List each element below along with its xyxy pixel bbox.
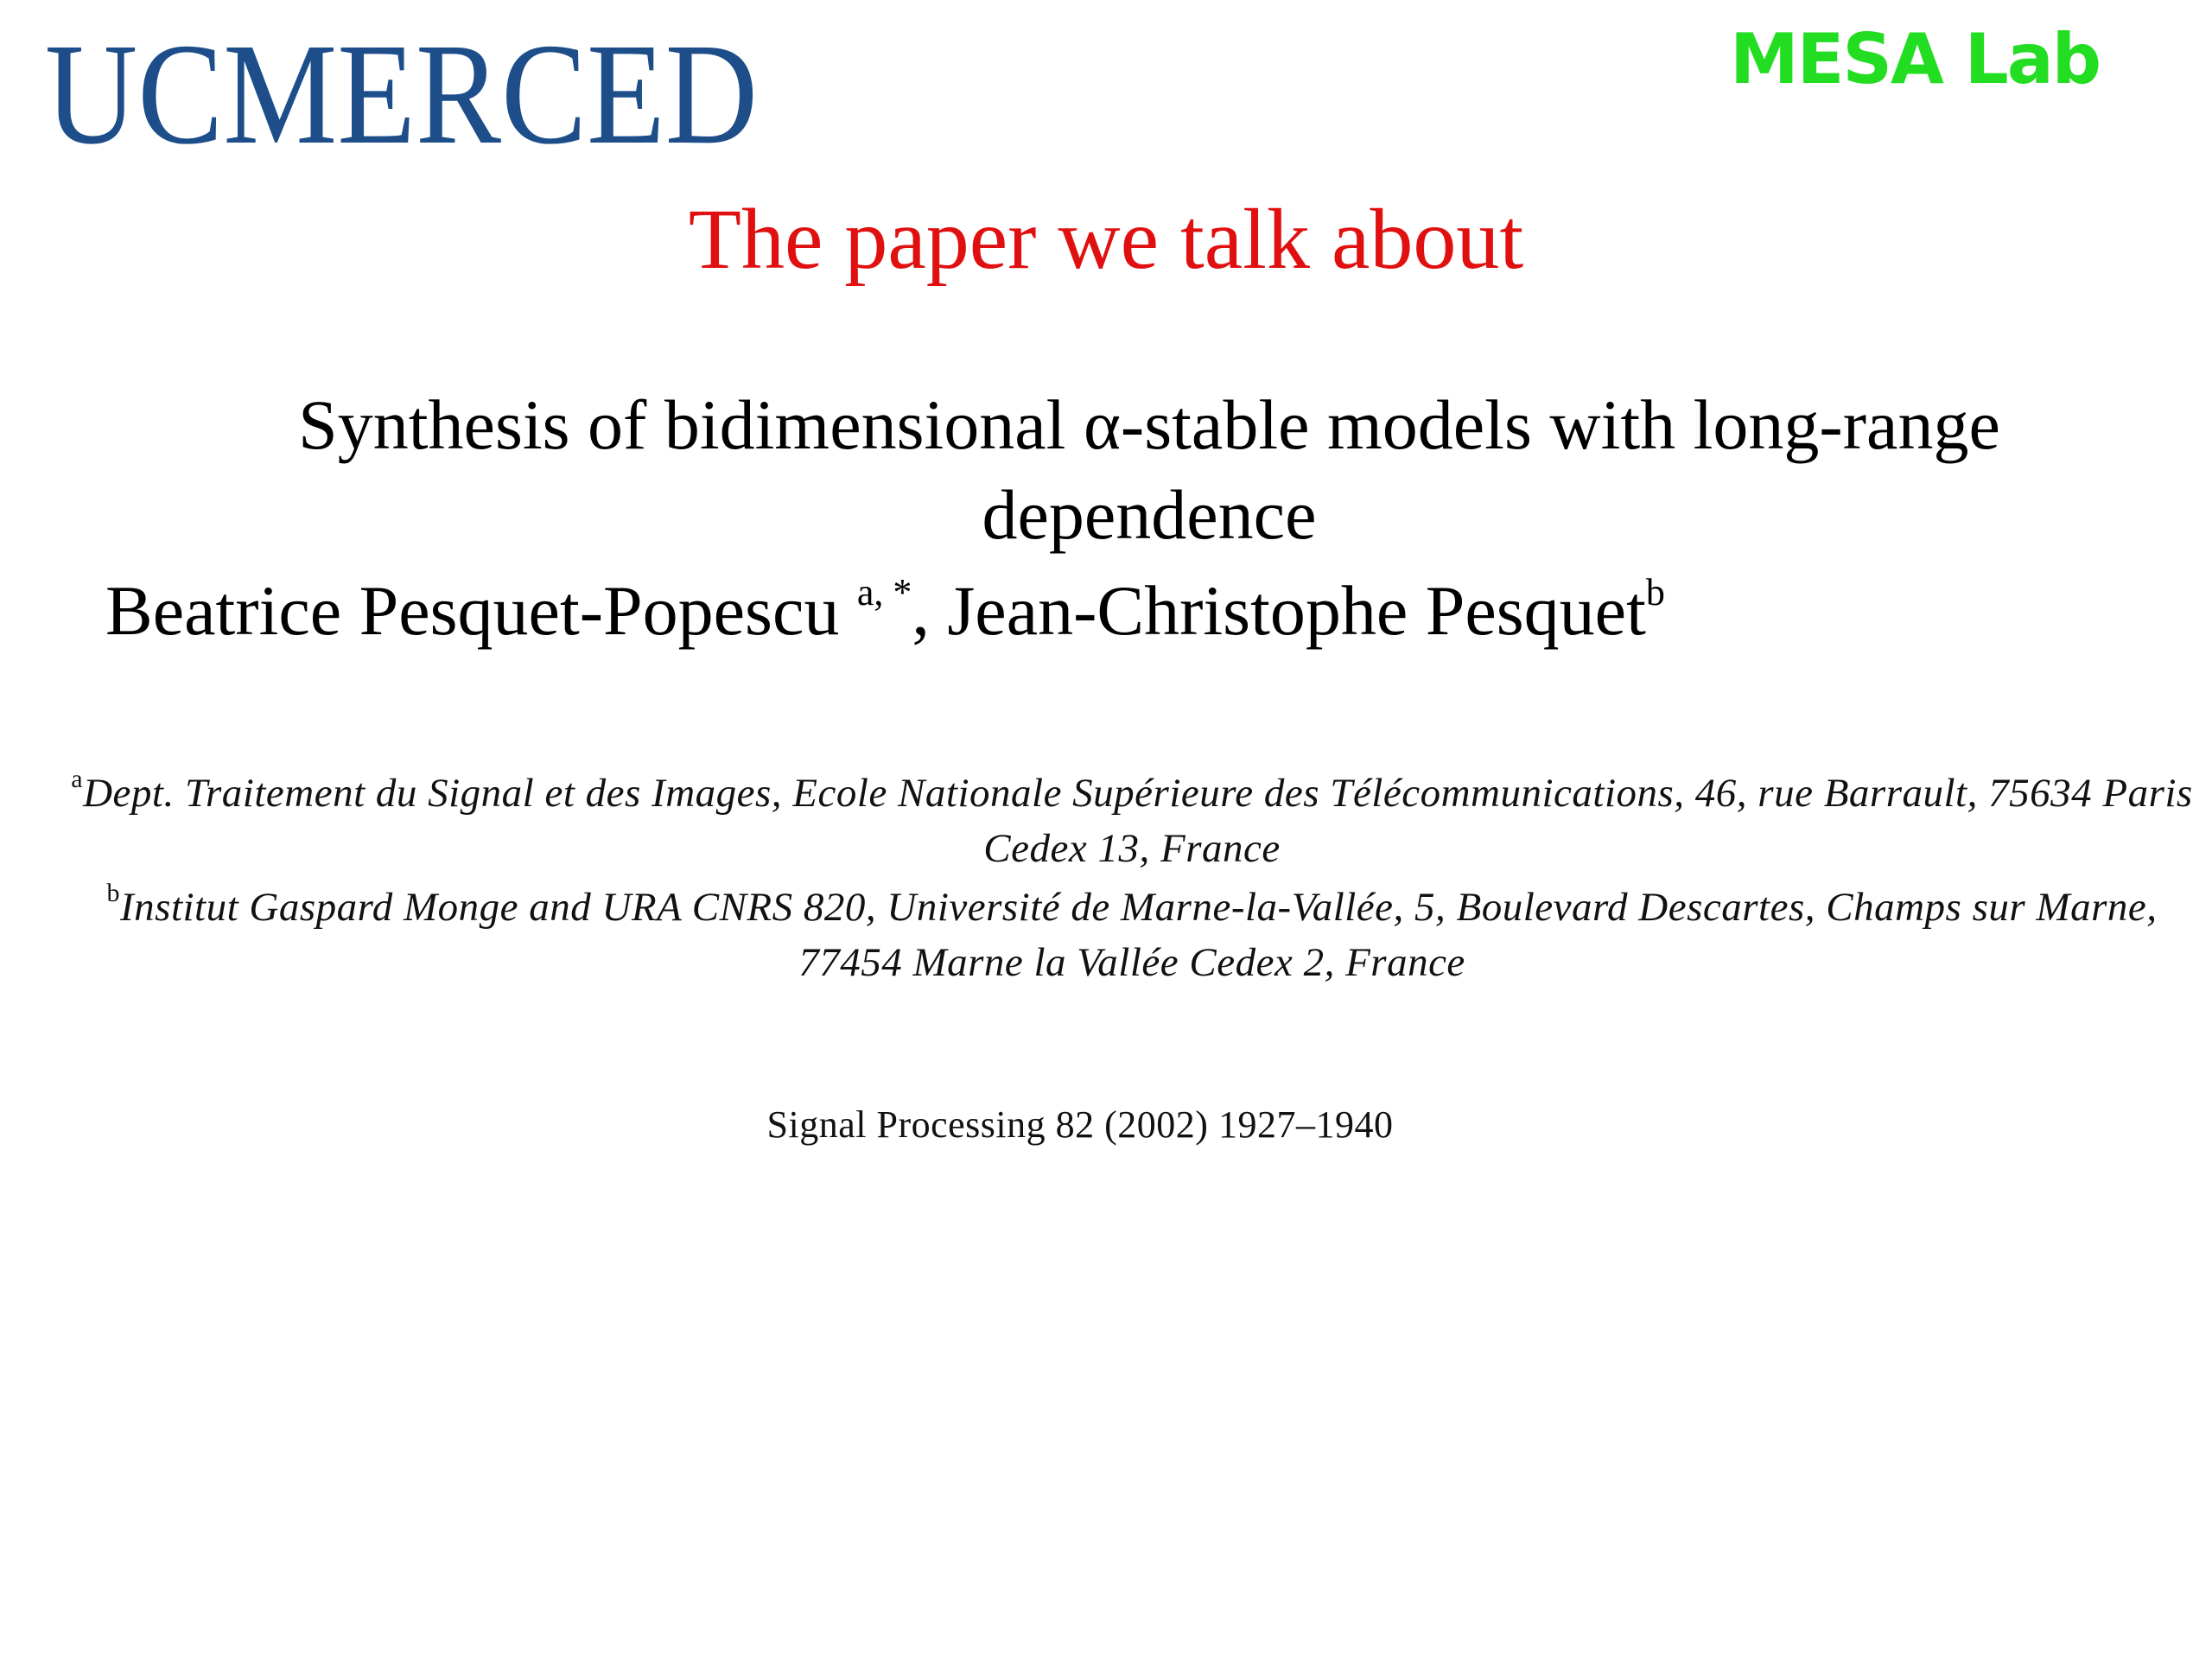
author-list [105,571,1665,650]
ucmerced-logo [45,14,762,175]
affiliation-mark: a [71,765,84,793]
paper-title: Synthesis of bidimensional α-stable models with long-range dependence [298,385,2000,554]
author-name: Beatrice Pesquet-Popescu [105,571,840,650]
logo-wordmark: UCMERCED [45,14,758,175]
author-separator: , [912,571,948,650]
author-affiliation-mark: b [1645,571,1665,613]
affiliation-text: Dept. Traitement du Signal et des Images, Ecole Nationale Supérieure des Télécommunications, 46, rue Barrault, 75634 Paris Cedex 13, France [83,771,2193,871]
author-name: Jean-Christophe Pesquet [947,571,1646,650]
affiliation-mark: b [106,879,120,907]
slide-title: The paper we talk about [688,191,1524,287]
affiliation-a [69,766,2195,876]
lab-name: MESA Lab [1730,19,2100,99]
affiliation-b [69,880,2195,990]
author-affiliation-mark: a, * [856,571,912,613]
journal-citation: Signal Processing 82 (2002) 1927–1940 [766,1103,1394,1146]
affiliation-text: Institut Gaspard Monge and URA CNRS 820, Université de Marne-la-Vallée, 5, Boulevard Descartes, Champs sur Marne, 77454 Marne la Vallée Cedex 2, France [120,885,2158,985]
